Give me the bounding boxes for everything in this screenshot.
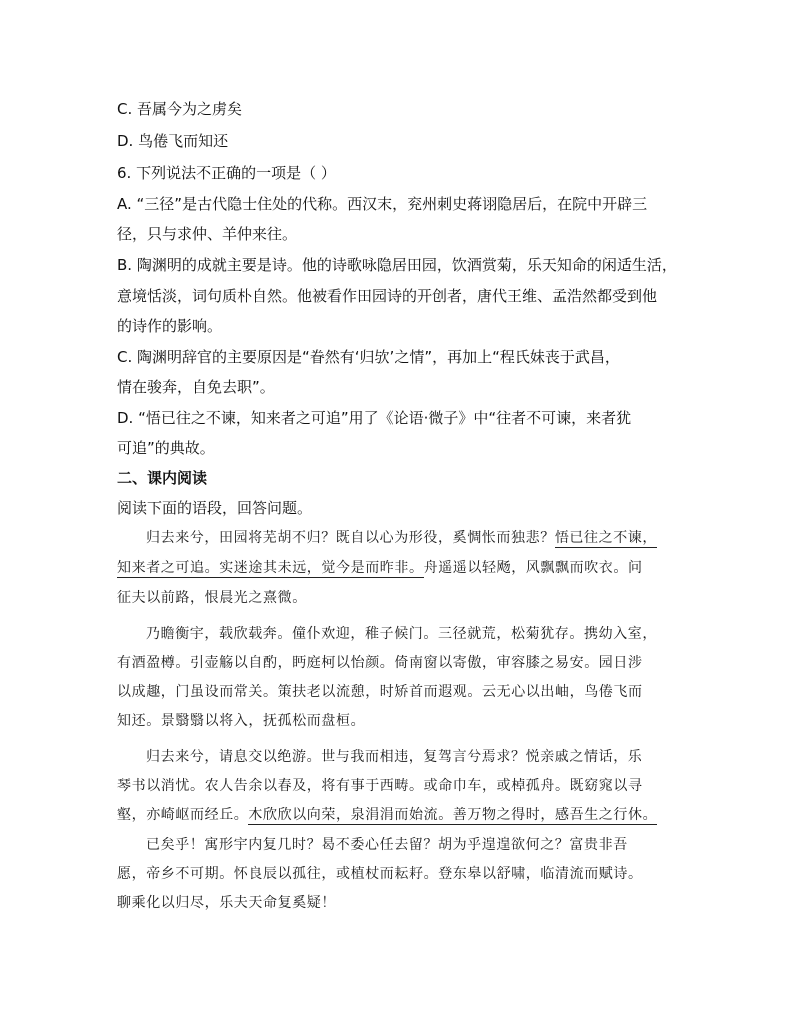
option-c: C. 吾属今为之虏矣 [117,100,243,118]
passage-p1-line2 [117,557,643,577]
passage-text: 舟遥遥以轻飏，风飘飘而吹衣。问 [423,560,643,576]
passage-text: 归去来兮，田园将芜胡不归？既自以心为形役，奚惆怅而独悲？ [146,530,555,546]
q6-option-c-line2: 情在骏奔，自免去职”。 [117,378,275,396]
q6-option-b-line2: 意境恬淡，词句质朴自然。他被看作田园诗的开创者，唐代王维、孟浩然都受到他 [117,287,658,305]
passage-p3-line1: 归去来兮，请息交以绝游。世与我而相违，复驾言兮焉求？悦亲戚之情话，乐 [146,749,643,765]
q6-option-d-line1: D. “悟已往之不谏，知来者之可追”用了《论语·微子》中“往者不可谏，来者犹 [117,409,632,427]
question-6-stem: 6. 下列说法不正确的一项是（ ） [117,164,336,182]
passage-p4-line2: 愿，帝乡不可期。怀良辰以孤往，或植杖而耘耔。登东皋以舒啸，临清流而赋诗。 [117,866,643,882]
passage-p2-line1: 乃瞻衡宇，载欣载奔。僮仆欢迎，稚子候门。三径就荒，松菊犹存。携幼入室， [146,626,657,642]
q6-option-b-line1: B. 陶渊明的成就主要是诗。他的诗歌咏隐居田园，饮酒赏菊，乐天知命的闲适生活， [117,256,677,274]
underlined-text: 悟已往之不谏， [554,530,658,546]
passage-p2-line2: 有酒盈樽。引壶觞以自酌，眄庭柯以怡颜。倚南窗以寄傲，审容膝之易安。园日涉 [117,655,643,671]
passage-p1-line1 [146,527,657,547]
q6-option-a-line2: 径，只与求仲、羊仲来往。 [117,225,298,243]
section-heading: 二、课内阅读 [117,469,208,487]
q6-option-c-line1: C. 陶渊明辞官的主要原因是“眷然有‘归欤’之情”，再加上“程氏妹丧于武昌， [117,348,620,366]
q6-option-d-line2: 可追”的典故。 [117,439,215,457]
underlined-text: 木欣欣以向荣，泉涓涓而始流。善万物之得时，感吾生之行休。 [248,807,658,823]
option-d: D. 鸟倦飞而知还 [117,132,229,150]
passage-p3-line3 [117,804,657,824]
passage-p2-line3: 以成趣，门虽设而常关。策扶老以流憩，时矫首而遐观。云无心以出岫，鸟倦飞而 [117,684,643,700]
passage-p4-line3: 聊乘化以归尽，乐夫天命复奚疑！ [117,895,336,911]
underlined-text: 知来者之可追。实迷途其未远，觉今是而昨非。 [117,560,424,576]
passage-p1-line3: 征夫以前路，恨晨光之熹微。 [117,590,307,606]
passage-p3-line2: 琴书以消忧。农人告余以春及，将有事于西畴。或命巾车，或棹孤舟。既窈窕以寻 [117,778,643,794]
section-instruction: 阅读下面的语段，回答问题。 [117,499,313,517]
passage-p4-line1: 已矣乎！寓形宇内复几时？曷不委心任去留？胡为乎遑遑欲何之？富贵非吾 [146,837,628,853]
passage-text: 壑，亦崎岖而经丘。 [117,807,249,823]
q6-option-b-line3: 的诗作的影响。 [117,317,223,335]
passage-p2-line4: 知还。景翳翳以将入，抚孤松而盘桓。 [117,713,366,729]
q6-option-a-line1: A. “三径”是古代隐士住处的代称。西汉末，兖州刺史蒋诩隐居后，在院中开辟三 [117,195,648,213]
